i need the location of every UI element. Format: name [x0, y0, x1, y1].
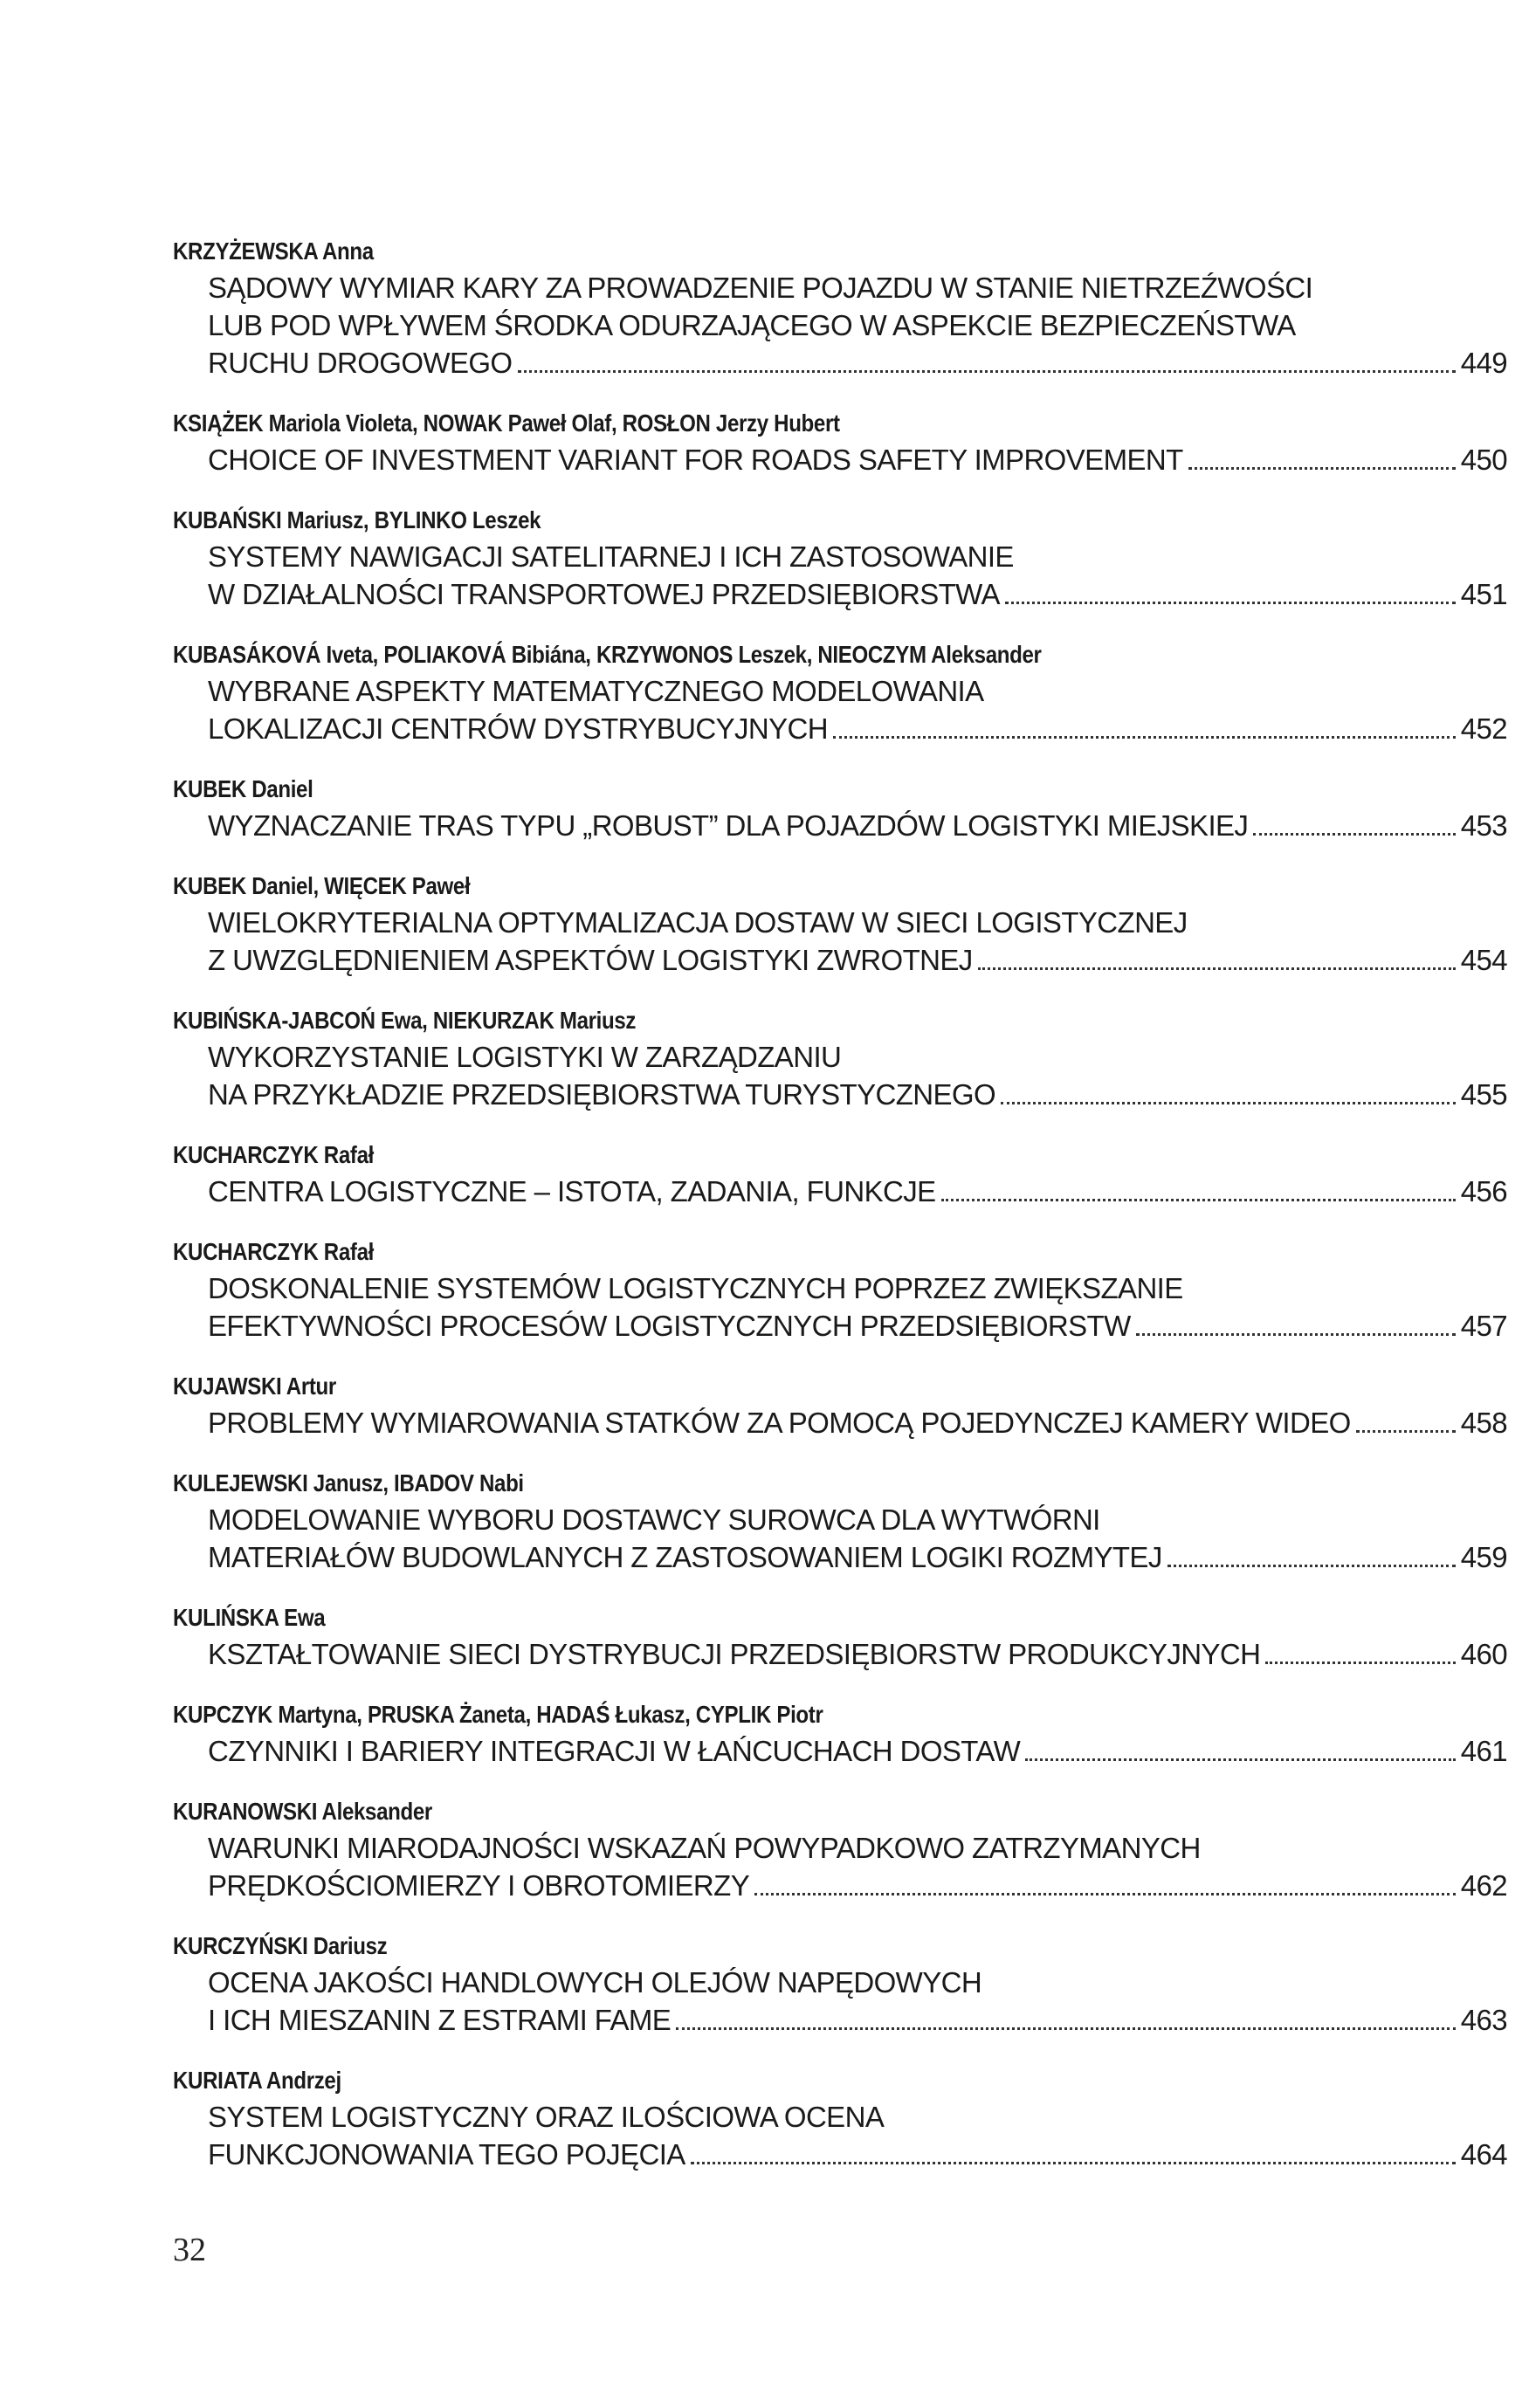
entry-title-line: SYSTEM LOGISTYCZNY ORAZ ILOŚCIOWA OCENA	[208, 2101, 885, 2133]
toc-entry	[173, 406, 1507, 478]
entry-title-line	[173, 1538, 1507, 1576]
entry-authors: KURCZYŃSKI Dariusz	[173, 1932, 388, 1959]
toc-entry	[173, 1794, 1507, 1904]
entry-title-text: MATERIAŁÓW BUDOWLANYCH Z ZASTOSOWANIEM LOGIKI ROZMYTEJ	[208, 1541, 1162, 1573]
entry-title-text: Z UWZGLĘDNIENIEM ASPEKTÓW LOGISTYKI ZWROTNEJ	[208, 944, 973, 976]
entry-authors: KULIŃSKA Ewa	[173, 1604, 326, 1631]
entry-title-line	[173, 1076, 1507, 1113]
table-of-contents	[173, 234, 1507, 2198]
entry-page-number: 457	[1460, 1310, 1507, 1342]
entry-title-text: PRĘDKOŚCIOMIERZY I OBROTOMIERZY	[208, 1869, 750, 1902]
entry-authors: KULEJEWSKI Janusz, IBADOV Nabi	[173, 1469, 524, 1496]
dot-leader	[676, 2027, 1456, 2030]
entry-authors: KSIĄŻEK Mariola Violeta, NOWAK Paweł Olaf, ROSŁON Jerzy Hubert	[173, 409, 840, 437]
entry-page-number: 463	[1460, 2004, 1507, 2036]
entry-authors: KUBEK Daniel, WIĘCEK Paweł	[173, 872, 471, 899]
entry-page-number: 459	[1460, 1541, 1507, 1573]
dot-leader	[833, 736, 1456, 739]
entry-title-line	[173, 344, 1507, 382]
entry-title-text: EFEKTYWNOŚCI PROCESÓW LOGISTYCZNYCH PRZEDSIĘBIORSTW	[208, 1310, 1131, 1342]
dot-leader	[1356, 1430, 1456, 1433]
entry-title-line: LUB POD WPŁYWEM ŚRODKA ODURZAJĄCEGO W ASPEKCIE BEZPIECZEŃSTWA	[208, 309, 1296, 341]
dot-leader	[691, 2162, 1456, 2164]
toc-entry	[173, 772, 1507, 844]
toc-entry	[173, 1003, 1507, 1113]
entry-page-number: 452	[1460, 712, 1507, 745]
entry-page-number: 453	[1460, 809, 1507, 842]
entry-title-text: WYZNACZANIE TRAS TYPU „ROBUST” DLA POJAZDÓW LOGISTYKI MIEJSKIEJ	[208, 809, 1249, 842]
entry-title-line	[173, 441, 1507, 478]
entry-page-number: 460	[1460, 1638, 1507, 1670]
entry-page-number: 449	[1460, 347, 1507, 379]
toc-entry	[173, 1466, 1507, 1576]
entry-authors: KURANOWSKI Aleksander	[173, 1798, 432, 1825]
toc-entry	[173, 1235, 1507, 1345]
entry-title-line: OCENA JAKOŚCI HANDLOWYCH OLEJÓW NAPĘDOWYCH	[208, 1966, 982, 1999]
entry-title-text: RUCHU DROGOWEGO	[208, 347, 513, 379]
entry-title-line	[173, 1867, 1507, 1904]
toc-entry	[173, 1600, 1507, 1673]
dot-leader	[1253, 833, 1455, 836]
toc-entry	[173, 869, 1507, 979]
toc-entry	[173, 234, 1507, 382]
dot-leader	[754, 1893, 1456, 1895]
toc-entry	[173, 1369, 1507, 1441]
toc-entry	[173, 1138, 1507, 1210]
toc-entry	[173, 637, 1507, 747]
entry-title-line	[173, 1173, 1507, 1210]
entry-authors: KUBAŃSKI Mariusz, BYLINKO Leszek	[173, 506, 541, 533]
entry-authors: KRZYŻEWSKA Anna	[173, 237, 374, 265]
entry-title-text: CZYNNIKI I BARIERY INTEGRACJI W ŁAŃCUCHACH DOSTAW	[208, 1735, 1021, 1767]
toc-entry	[173, 1929, 1507, 2039]
entry-authors: KUBASÁKOVÁ Iveta, POLIAKOVÁ Bibiána, KRZYWONOS Leszek, NIEOCZYM Aleksander	[173, 641, 1042, 668]
dot-leader	[978, 967, 1456, 970]
toc-entry	[173, 1697, 1507, 1770]
dot-leader	[941, 1199, 1456, 1201]
entry-page-number: 458	[1460, 1407, 1507, 1439]
entry-title-text: CENTRA LOGISTYCZNE – ISTOTA, ZADANIA, FUNKCJE	[208, 1175, 936, 1207]
entry-page-number: 454	[1460, 944, 1507, 976]
entry-title-line	[173, 2136, 1507, 2173]
entry-title-line: WYKORZYSTANIE LOGISTYKI W ZARZĄDZANIU	[208, 1041, 842, 1073]
entry-title-line: WYBRANE ASPEKTY MATEMATYCZNEGO MODELOWANIA	[208, 675, 984, 707]
entry-title-line: MODELOWANIE WYBORU DOSTAWCY SUROWCA DLA WYTWÓRNI	[208, 1503, 1100, 1536]
entry-title-line: SYSTEMY NAWIGACJI SATELITARNEJ I ICH ZASTOSOWANIE	[208, 540, 1014, 573]
dot-leader	[1167, 1565, 1456, 1567]
entry-title-line	[173, 2001, 1507, 2039]
entry-title-line	[173, 941, 1507, 979]
entry-title-line: WIELOKRYTERIALNA OPTYMALIZACJA DOSTAW W SIECI LOGISTYCZNEJ	[208, 906, 1188, 939]
dot-leader	[518, 370, 1456, 373]
entry-authors: KUBEK Daniel	[173, 775, 313, 802]
entry-page-number: 461	[1460, 1735, 1507, 1767]
entry-title-line	[173, 1732, 1507, 1770]
dot-leader	[1005, 602, 1456, 604]
entry-authors: KUCHARCZYK Rafał	[173, 1238, 374, 1265]
entry-title-line	[173, 1404, 1507, 1441]
dot-leader	[1001, 1102, 1456, 1104]
entry-title-line: DOSKONALENIE SYSTEMÓW LOGISTYCZNYCH POPRZEZ ZWIĘKSZANIE	[208, 1272, 1183, 1304]
entry-authors: KURIATA Andrzej	[173, 2067, 341, 2094]
entry-title-line	[173, 1307, 1507, 1345]
entry-title-line	[173, 575, 1507, 613]
entry-page-number: 462	[1460, 1869, 1507, 1902]
entry-title-text: KSZTAŁTOWANIE SIECI DYSTRYBUCJI PRZEDSIĘBIORSTW PRODUKCYJNYCH	[208, 1638, 1261, 1670]
entry-authors: KUCHARCZYK Rafał	[173, 1141, 374, 1168]
entry-title-text: LOKALIZACJI CENTRÓW DYSTRYBUCYJNYCH	[208, 712, 828, 745]
entry-page-number: 450	[1460, 444, 1507, 476]
dot-leader	[1136, 1333, 1456, 1336]
entry-authors: KUJAWSKI Artur	[173, 1373, 336, 1400]
entry-authors: KUPCZYK Martyna, PRUSKA Żaneta, HADAŚ Łukasz, CYPLIK Piotr	[173, 1701, 823, 1728]
entry-title-line	[173, 710, 1507, 747]
page-number: 32	[173, 2232, 206, 2268]
entry-title-text: CHOICE OF INVESTMENT VARIANT FOR ROADS SAFETY IMPROVEMENT	[208, 444, 1183, 476]
entry-title-text: W DZIAŁALNOŚCI TRANSPORTOWEJ PRZEDSIĘBIORSTWA	[208, 578, 1000, 610]
entry-title-text: I ICH MIESZANIN Z ESTRAMI FAME	[208, 2004, 672, 2036]
entry-page-number: 455	[1460, 1078, 1507, 1111]
entry-title-line	[173, 1635, 1507, 1673]
entry-title-line: SĄDOWY WYMIAR KARY ZA PROWADZENIE POJAZDU W STANIE NIETRZEŹWOŚCI	[208, 272, 1313, 304]
entry-page-number: 456	[1460, 1175, 1507, 1207]
entry-title-text: NA PRZYKŁADZIE PRZEDSIĘBIORSTWA TURYSTYCZNEGO	[208, 1078, 996, 1111]
entry-title-line	[173, 807, 1507, 844]
toc-entry	[173, 503, 1507, 613]
entry-title-text: FUNKCJONOWANIA TEGO POJĘCIA	[208, 2138, 685, 2171]
entry-authors: KUBIŃSKA-JABCOŃ Ewa, NIEKURZAK Mariusz	[173, 1007, 637, 1034]
entry-title-line: WARUNKI MIARODAJNOŚCI WSKAZAŃ POWYPADKOWO ZATRZYMANYCH	[208, 1832, 1201, 1864]
entry-page-number: 464	[1460, 2138, 1507, 2171]
toc-entry	[173, 2063, 1507, 2173]
entry-title-text: PROBLEMY WYMIAROWANIA STATKÓW ZA POMOCĄ POJEDYNCZEJ KAMERY WIDEO	[208, 1407, 1351, 1439]
entry-page-number: 451	[1460, 578, 1507, 610]
dot-leader	[1188, 467, 1456, 470]
dot-leader	[1025, 1758, 1456, 1761]
dot-leader	[1265, 1662, 1455, 1664]
